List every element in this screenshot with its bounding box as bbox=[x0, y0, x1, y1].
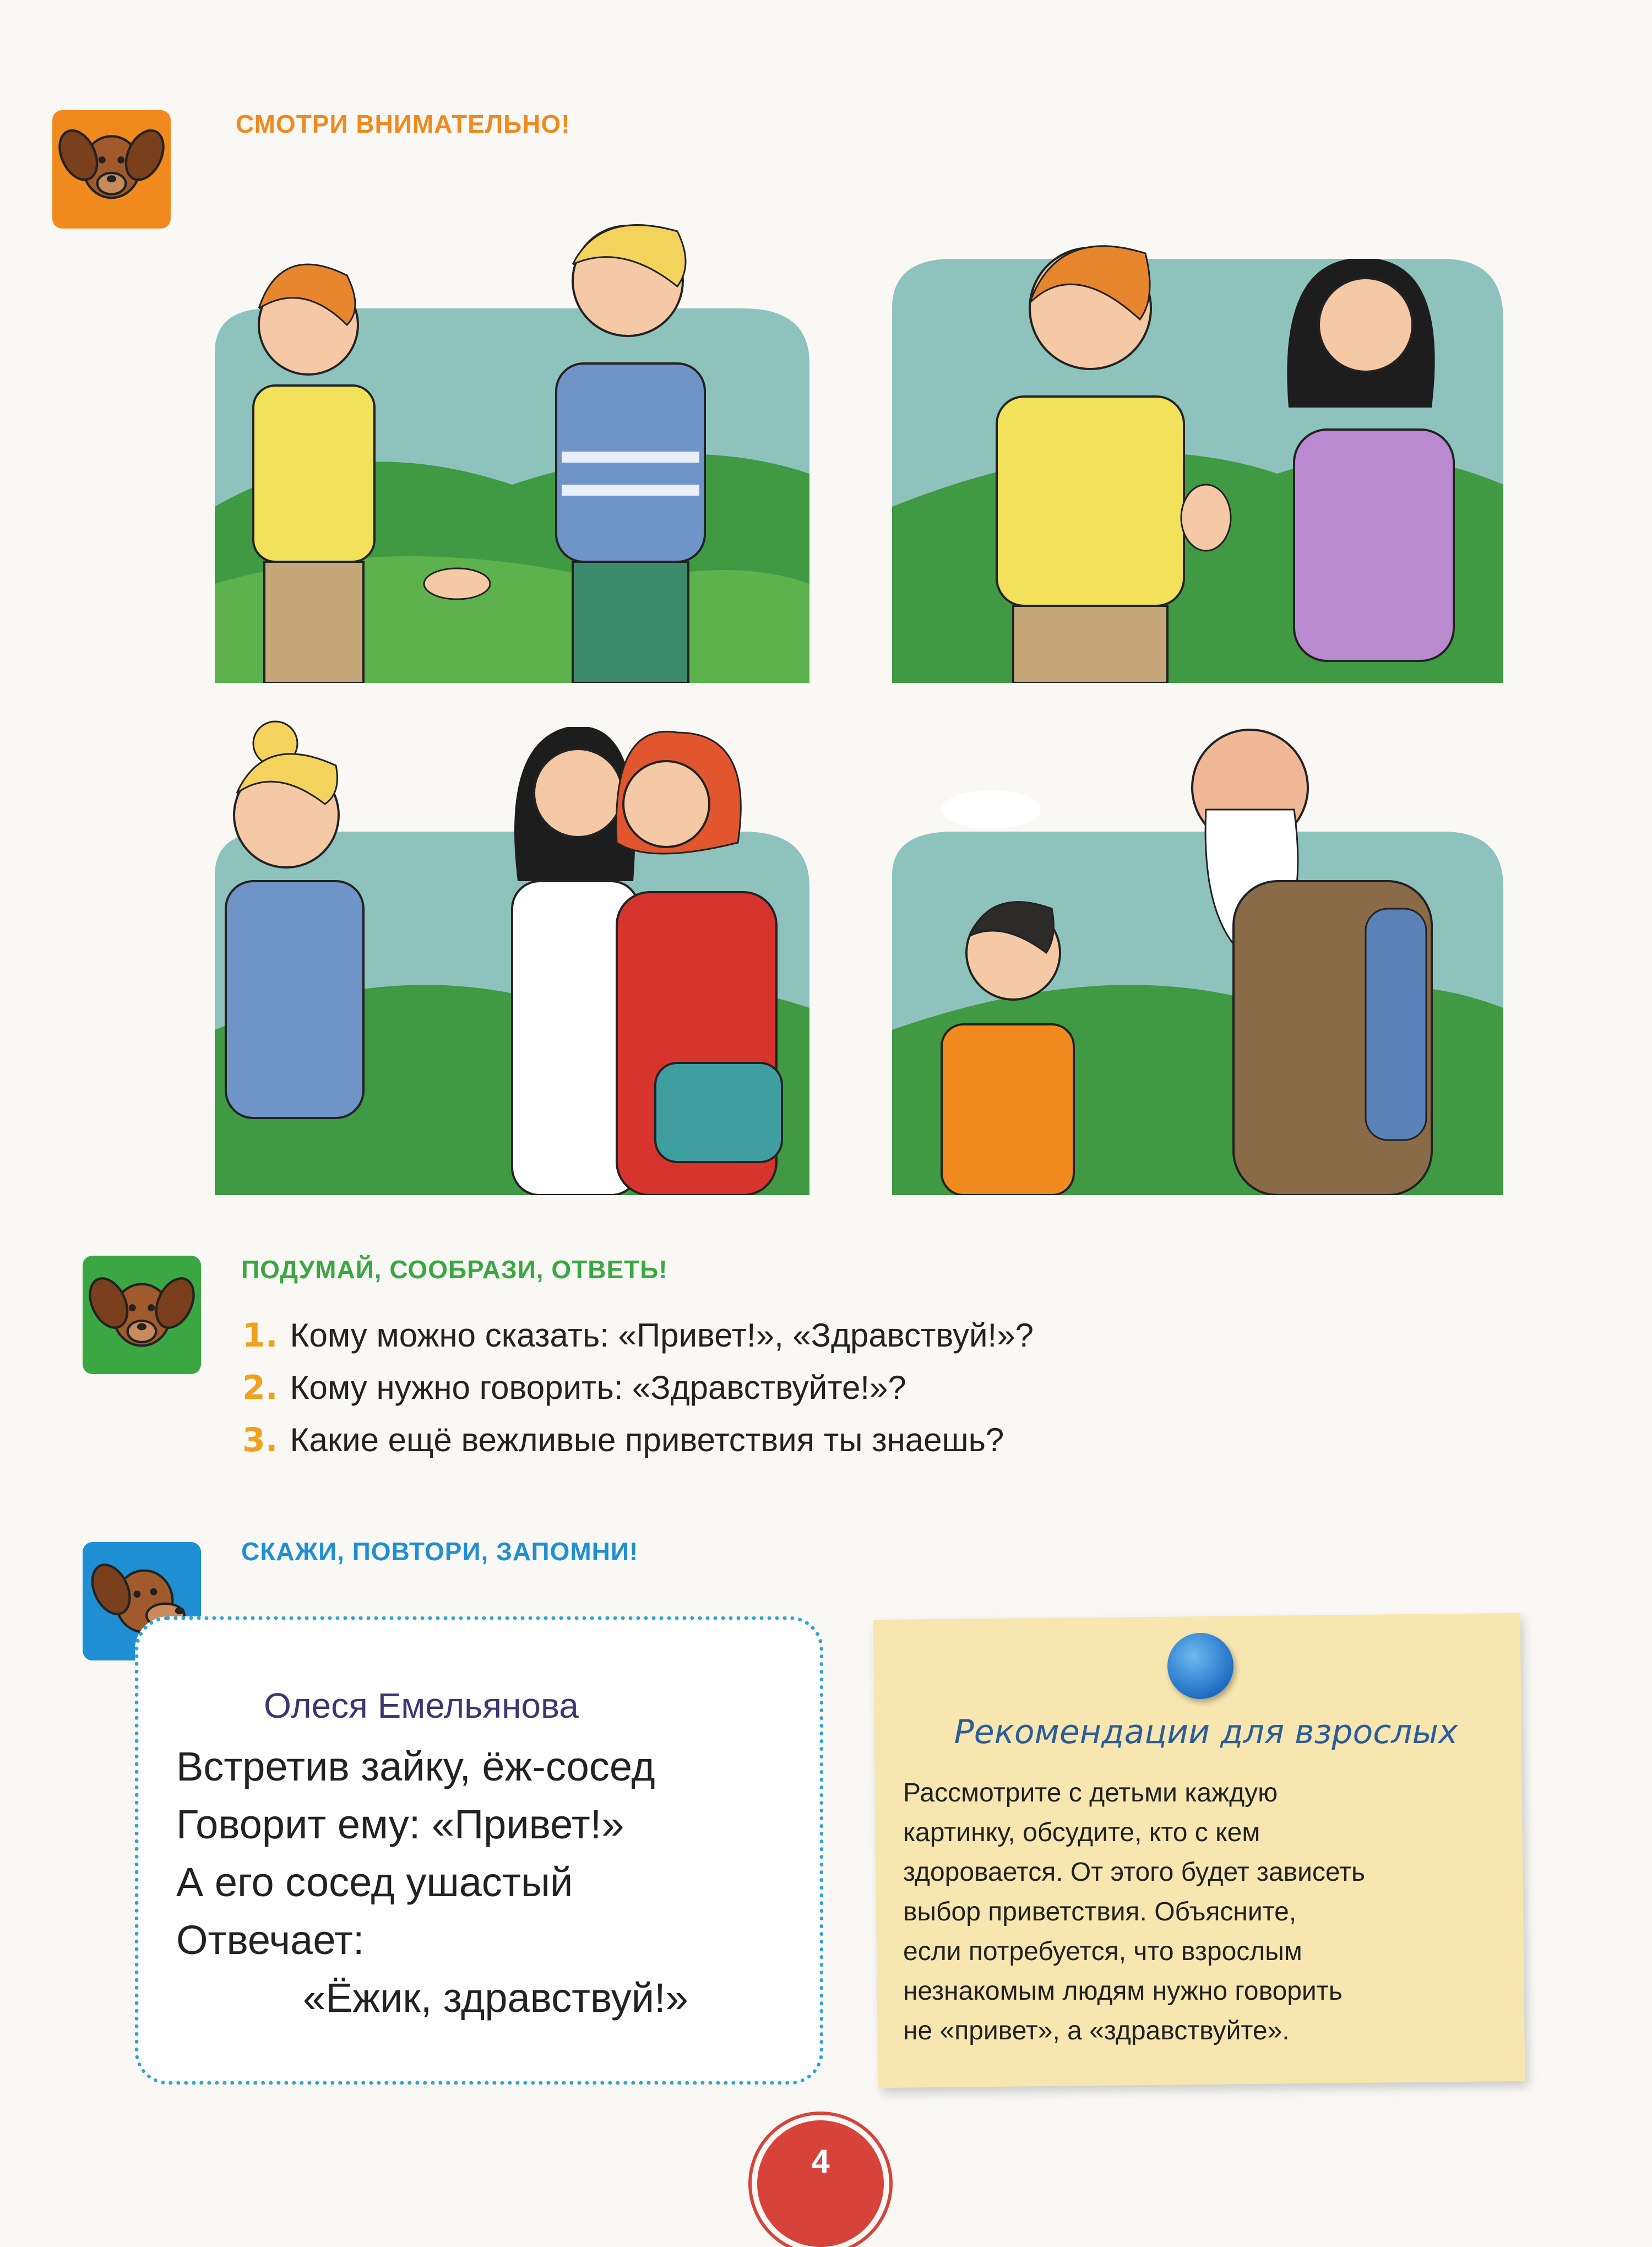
pushpin-icon bbox=[1167, 1633, 1233, 1699]
illustration-boy-girl bbox=[892, 198, 1542, 683]
question-2: 2. Кому нужно говорить: «Здравствуйте!»? bbox=[242, 1369, 906, 1407]
illustration-boy-elder bbox=[892, 699, 1542, 1195]
illustration-handshake bbox=[182, 198, 832, 683]
dog-icon bbox=[52, 110, 171, 229]
note-title: Рекомендации для взрослых bbox=[954, 1713, 1458, 1751]
dog-icon-orange bbox=[52, 110, 171, 229]
poem-line: А его сосед ушастый bbox=[176, 1859, 573, 1905]
poem-line: Говорит ему: «Привет!» bbox=[176, 1801, 624, 1847]
section-title-look: СМОТРИ ВНИМАТЕЛЬНО! bbox=[236, 110, 570, 138]
dog-icon-green bbox=[83, 1256, 201, 1374]
question-3: 3. Какие ещё вежливые приветствия ты знаешь? bbox=[242, 1421, 1004, 1459]
section-title-think: ПОДУМАЙ, СООБРАЗИ, ОТВЕТЬ! bbox=[241, 1255, 668, 1284]
page-number: 4 bbox=[757, 2120, 884, 2247]
poem-author: Олеся Емельянова bbox=[264, 1686, 579, 1725]
poem-line: Встретив зайку, ёж-сосед bbox=[176, 1744, 655, 1789]
poem-line: «Ёжик, здравствуй!» bbox=[303, 1975, 688, 2021]
poem-line: Отвечает: bbox=[176, 1917, 365, 1963]
question-1: 1. Кому можно сказать: «Привет!», «Здравствуй!»? bbox=[242, 1316, 1034, 1355]
dog-icon bbox=[83, 1256, 201, 1374]
note-text: Рассмотрите с детьми каждую картинку, обсудите, кто с кем здоровается. От этого будет зависеть выбор приветствия. Объясните, если потребуется, что взрослым незнакомым людям нужно говорить не «привет», а «здравствуйте». bbox=[903, 1778, 1366, 2045]
section-title-say: СКАЖИ, ПОВТОРИ, ЗАПОМНИ! bbox=[241, 1537, 639, 1566]
illustration-women bbox=[182, 699, 832, 1195]
